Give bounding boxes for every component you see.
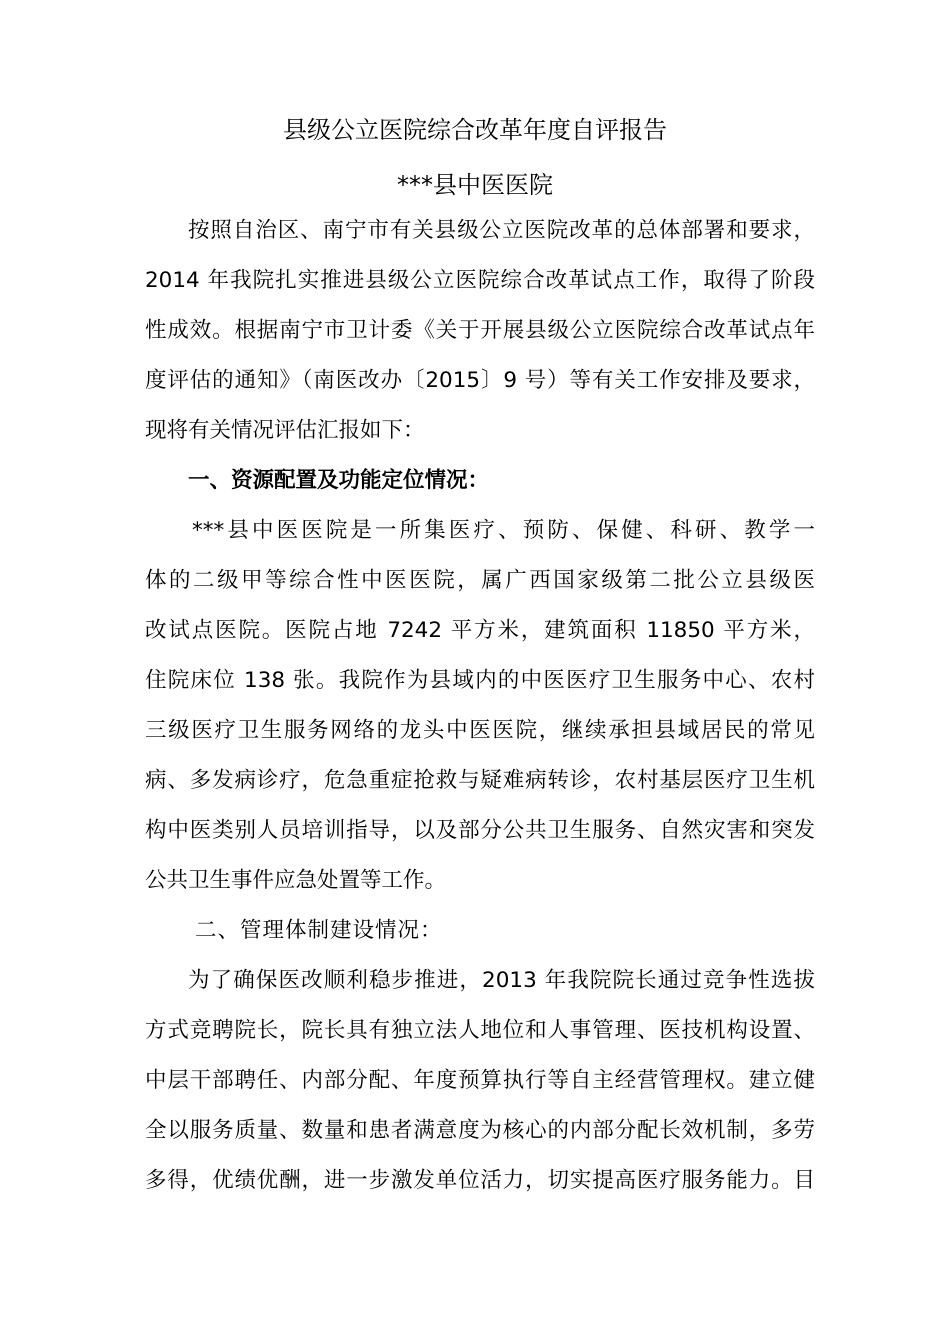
paragraph-line: 现将有关情况评估汇报如下： [145,418,425,443]
paragraph-line: 住院床位 138 张。我院作为县域内的中医医疗卫生服务中心、农村 [145,668,815,693]
section-heading-management: 二、管理体制建设情况： [195,918,443,943]
paragraph-line: 改试点医院。医院占地 7242 平方米，建筑面积 11850 平方米， [145,618,815,643]
paragraph-line: 病、多发病诊疗，危急重症抢救与疑难病转诊，农村基层医疗卫生机 [145,768,815,793]
paragraph-line: 2014 年我院扎实推进县级公立医院综合改革试点工作，取得了阶段 [145,268,815,293]
paragraph-line: 为了确保医改顺利稳步推进，2013 年我院院长通过竞争性选拔 [188,968,815,993]
section-heading-resources: 一、资源配置及功能定位情况： [188,468,490,493]
paragraph-line: 度评估的通知》（南医改办〔2015〕9 号）等有关工作安排及要求， [145,368,815,393]
paragraph-line: ***县中医医院是一所集医疗、预防、保健、科研、教学一 [192,518,815,543]
paragraph-line: 中层干部聘任、内部分配、年度预算执行等自主经营管理权。建立健 [145,1068,815,1093]
document-subtitle: ***县中医医院 [397,171,553,199]
paragraph-line: 体的二级甲等综合性中医医院，属广西国家级第二批公立县级医 [145,568,815,593]
paragraph-line: 三级医疗卫生服务网络的龙头中医医院，继续承担县域居民的常见 [145,718,815,743]
paragraph-line: 全以服务质量、数量和患者满意度为核心的内部分配长效机制，多劳 [145,1118,815,1143]
paragraph-line: 性成效。根据南宁市卫计委《关于开展县级公立医院综合改革试点年 [145,318,815,343]
paragraph-line: 方式竞聘院长，院长具有独立法人地位和人事管理、医技机构设置、 [145,1018,815,1043]
paragraph-line: 按照自治区、南宁市有关县级公立医院改革的总体部署和要求， [188,218,815,243]
paragraph-line: 多得，优绩优酬，进一步激发单位活力，切实提高医疗服务能力。目 [145,1168,815,1193]
document-title: 县级公立医院综合改革年度自评报告 [283,116,667,144]
paragraph-line: 公共卫生事件应急处置等工作。 [145,868,447,893]
paragraph-line: 构中医类别人员培训指导，以及部分公共卫生服务、自然灾害和突发 [145,818,815,843]
